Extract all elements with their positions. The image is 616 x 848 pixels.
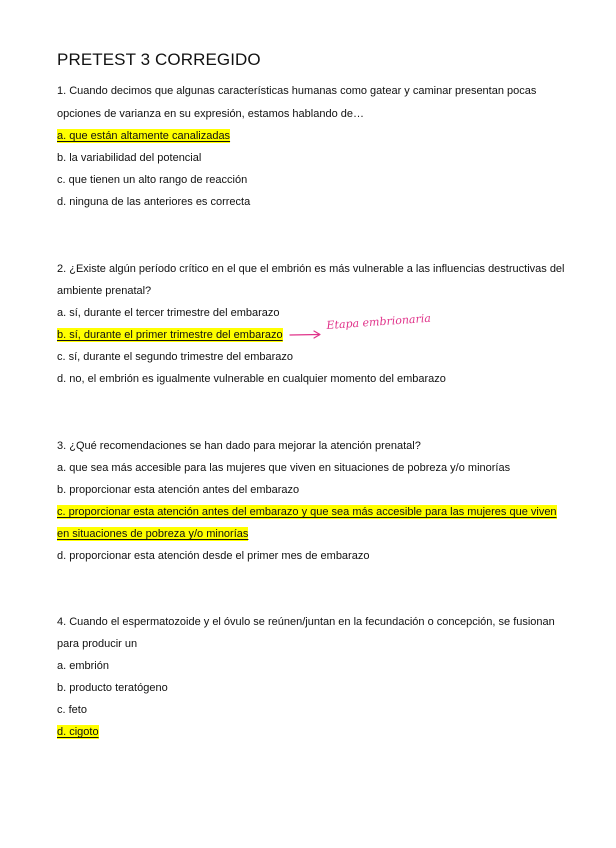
correct-answer-highlight: en situaciones de pobreza y/o minorías [57,528,249,540]
question-2-option-b [57,328,283,342]
question-2-option-a: a. sí, durante el tercer trimestre del embarazo [57,307,280,319]
page-title: PRETEST 3 CORREGIDO [57,50,261,69]
handwritten-annotation [289,311,459,352]
question-3-stem-line-1: 3. ¿Qué recomendaciones se han dado para mejorar la atención prenatal? [57,440,421,452]
question-4-option-c: c. feto [57,704,87,716]
correct-answer-highlight: a. que están altamente canalizadas [57,130,231,142]
question-1-stem-line-1: 1. Cuando decimos que algunas características humanas como gatear y caminar presentan pocas [57,85,537,97]
question-3-option-c-line-1 [57,505,557,519]
correct-answer-highlight: b. sí, durante el primer trimestre del embarazo [57,329,283,341]
question-2-option-d: d. no, el embrión es igualmente vulnerable en cualquier momento del embarazo [57,373,446,385]
question-3-option-d: d. proporcionar esta atención desde el primer mes de embarazo [57,550,370,562]
question-1-option-d: d. ninguna de las anteriores es correcta [57,196,251,208]
question-4-stem-line-2: para producir un [57,638,138,650]
question-4-option-b: b. producto teratógeno [57,682,168,694]
question-1-stem-line-2: opciones de varianza en su expresión, estamos hablando de… [57,108,364,120]
question-4-option-d [57,725,99,739]
question-2-option-c: c. sí, durante el segundo trimestre del embarazo [57,351,294,363]
correct-answer-highlight: c. proporcionar esta atención antes del embarazo y que sea más accesible para las mujeres que viven [57,506,557,518]
annotation-text: Etapa embrionaria [326,311,432,332]
question-3-option-b: b. proporcionar esta atención antes del embarazo [57,484,300,496]
question-1-option-c: c. que tienen un alto rango de reacción [57,174,248,186]
correct-answer-highlight: d. cigoto [57,726,99,738]
question-2-stem-line-1: 2. ¿Existe algún período crítico en el que el embrión es más vulnerable a las influencias destructivas del [57,263,565,275]
question-1-option-b: b. la variabilidad del potencial [57,152,202,164]
arrow-right-icon [289,318,329,352]
question-4-stem-line-1: 4. Cuando el espermatozoide y el óvulo se reúnen/juntan en la fecundación o concepción, se fusionan [57,616,555,628]
question-3-option-c-line-2 [57,527,248,541]
question-3-option-a: a. que sea más accesible para las mujeres que viven en situaciones de pobreza y/o minorías [57,462,511,474]
question-4-option-a: a. embrión [57,660,109,672]
question-1-option-a [57,129,230,143]
question-2-stem-line-2: ambiente prenatal? [57,285,152,297]
